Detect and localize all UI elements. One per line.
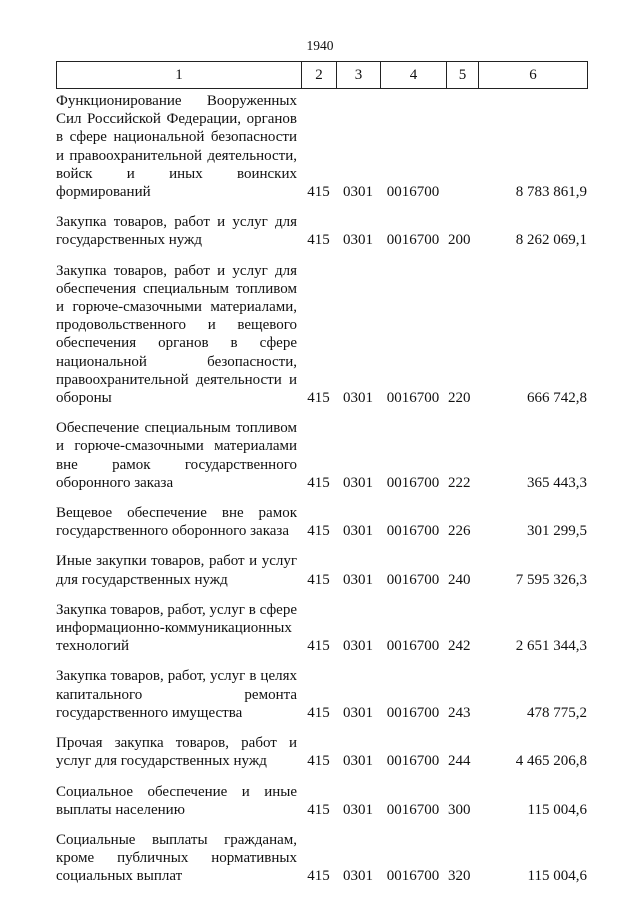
row-cs-code: 0016700 bbox=[386, 868, 440, 885]
table-row bbox=[56, 504, 587, 552]
row-amount: 365 443,3 bbox=[527, 474, 587, 491]
row-cs-code: 0016700 bbox=[386, 390, 440, 407]
row-rz-code: 0301 bbox=[343, 638, 373, 655]
header-row bbox=[57, 62, 588, 89]
row-gr-code: 415 bbox=[307, 390, 330, 407]
row-rz-code: 0301 bbox=[343, 571, 373, 588]
row-cs-code: 0016700 bbox=[386, 474, 440, 491]
row-rz-code: 0301 bbox=[343, 184, 373, 201]
row-cs-code: 0016700 bbox=[386, 801, 440, 818]
row-cs-code: 0016700 bbox=[386, 523, 440, 540]
row-cs-code: 0016700 bbox=[386, 638, 440, 655]
row-amount: 2 651 344,3 bbox=[515, 638, 587, 655]
row-amount: 301 299,5 bbox=[527, 523, 587, 540]
page-number: 1940 bbox=[306, 38, 334, 53]
row-gr-code: 415 bbox=[307, 801, 330, 818]
row-gr-code: 415 bbox=[307, 704, 330, 721]
header-col-4: 4 bbox=[381, 62, 447, 89]
header-col-5: 5 bbox=[447, 62, 479, 89]
row-vr-code: 200 bbox=[448, 232, 471, 249]
row-amount: 115 004,6 bbox=[527, 868, 587, 885]
row-description: Закупка товаров, работ и услуг для государственных нужд bbox=[56, 214, 297, 249]
row-cs-code: 0016700 bbox=[386, 704, 440, 721]
budget-table bbox=[56, 92, 587, 898]
row-cs-code: 0016700 bbox=[386, 571, 440, 588]
row-gr-code: 415 bbox=[307, 232, 330, 249]
table-row bbox=[56, 783, 587, 831]
row-description: Закупка товаров, работ, услуг в сфере информационно-коммуникационных технологий bbox=[56, 601, 297, 655]
table-row bbox=[56, 734, 587, 782]
table-row bbox=[56, 552, 587, 600]
row-amount: 7 595 326,3 bbox=[515, 571, 587, 588]
row-description: Обеспечение специальным топливом и горюче-смазочными материалами вне рамок государственного оборонного заказа bbox=[56, 420, 297, 491]
table-row bbox=[56, 92, 587, 213]
row-vr-code: 222 bbox=[448, 474, 471, 491]
row-cs-code: 0016700 bbox=[386, 232, 440, 249]
table-row bbox=[56, 831, 587, 898]
row-vr-code: 240 bbox=[448, 571, 471, 588]
row-rz-code: 0301 bbox=[343, 474, 373, 491]
row-description: Иные закупки товаров, работ и услуг для государственных нужд bbox=[56, 553, 297, 588]
row-gr-code: 415 bbox=[307, 474, 330, 491]
row-description: Социальное обеспечение и иные выплаты населению bbox=[56, 783, 297, 818]
row-gr-code: 415 bbox=[307, 523, 330, 540]
row-vr-code bbox=[446, 92, 478, 213]
table-row bbox=[56, 601, 587, 668]
row-gr-code: 415 bbox=[307, 753, 330, 770]
table-row bbox=[56, 667, 587, 734]
row-gr-code: 415 bbox=[307, 868, 330, 885]
row-amount: 666 742,8 bbox=[527, 390, 587, 407]
row-gr-code: 415 bbox=[307, 571, 330, 588]
row-vr-code: 300 bbox=[448, 801, 471, 818]
row-rz-code: 0301 bbox=[343, 390, 373, 407]
row-gr-code: 415 bbox=[307, 184, 330, 201]
row-amount: 478 775,2 bbox=[527, 704, 587, 721]
header-col-3: 3 bbox=[337, 62, 381, 89]
row-cs-code: 0016700 bbox=[386, 184, 440, 201]
table-row bbox=[56, 213, 587, 261]
row-rz-code: 0301 bbox=[343, 232, 373, 249]
row-vr-code: 244 bbox=[448, 753, 471, 770]
row-vr-code: 226 bbox=[448, 523, 471, 540]
row-amount: 4 465 206,8 bbox=[515, 753, 587, 770]
row-amount: 115 004,6 bbox=[527, 801, 587, 818]
row-amount: 8 262 069,1 bbox=[515, 232, 587, 249]
header-col-2: 2 bbox=[302, 62, 337, 89]
table-row bbox=[56, 262, 587, 420]
row-gr-code: 415 bbox=[307, 638, 330, 655]
table-header bbox=[56, 61, 588, 89]
header-col-6: 6 bbox=[479, 62, 588, 89]
row-description: Закупка товаров, работ и услуг для обеспечения специальным топливом и горюче-смазочными материалами, продовольственного и вещевого обеспечения органов в сфере национальной безопасности, правоохранительной деятельности и обороны bbox=[56, 262, 297, 407]
row-vr-code: 242 bbox=[448, 638, 471, 655]
row-vr-code: 320 bbox=[448, 868, 471, 885]
row-description: Закупка товаров, работ, услуг в целях капитального ремонта государственного имущества bbox=[56, 668, 297, 721]
row-description: Функционирование Вооруженных Сил Российской Федерации, органов в сфере национальной безопасности и правоохранительной деятельности, войск и иных воинских формирований bbox=[56, 93, 297, 201]
row-cs-code: 0016700 bbox=[386, 753, 440, 770]
row-rz-code: 0301 bbox=[343, 868, 373, 885]
row-rz-code: 0301 bbox=[343, 801, 373, 818]
row-amount: 8 783 861,9 bbox=[515, 184, 587, 201]
row-vr-code: 243 bbox=[448, 704, 471, 721]
budget-rows bbox=[56, 92, 587, 898]
row-description: Прочая закупка товаров, работ и услуг для государственных нужд bbox=[56, 735, 297, 770]
row-description: Вещевое обеспечение вне рамок государственного оборонного заказа bbox=[56, 505, 297, 540]
table-row bbox=[56, 419, 587, 504]
row-description: Социальные выплаты гражданам, кроме публичных нормативных социальных выплат bbox=[56, 831, 297, 885]
row-vr-code: 220 bbox=[448, 390, 471, 407]
row-rz-code: 0301 bbox=[343, 704, 373, 721]
row-rz-code: 0301 bbox=[343, 523, 373, 540]
header-col-1: 1 bbox=[57, 62, 302, 89]
row-rz-code: 0301 bbox=[343, 753, 373, 770]
